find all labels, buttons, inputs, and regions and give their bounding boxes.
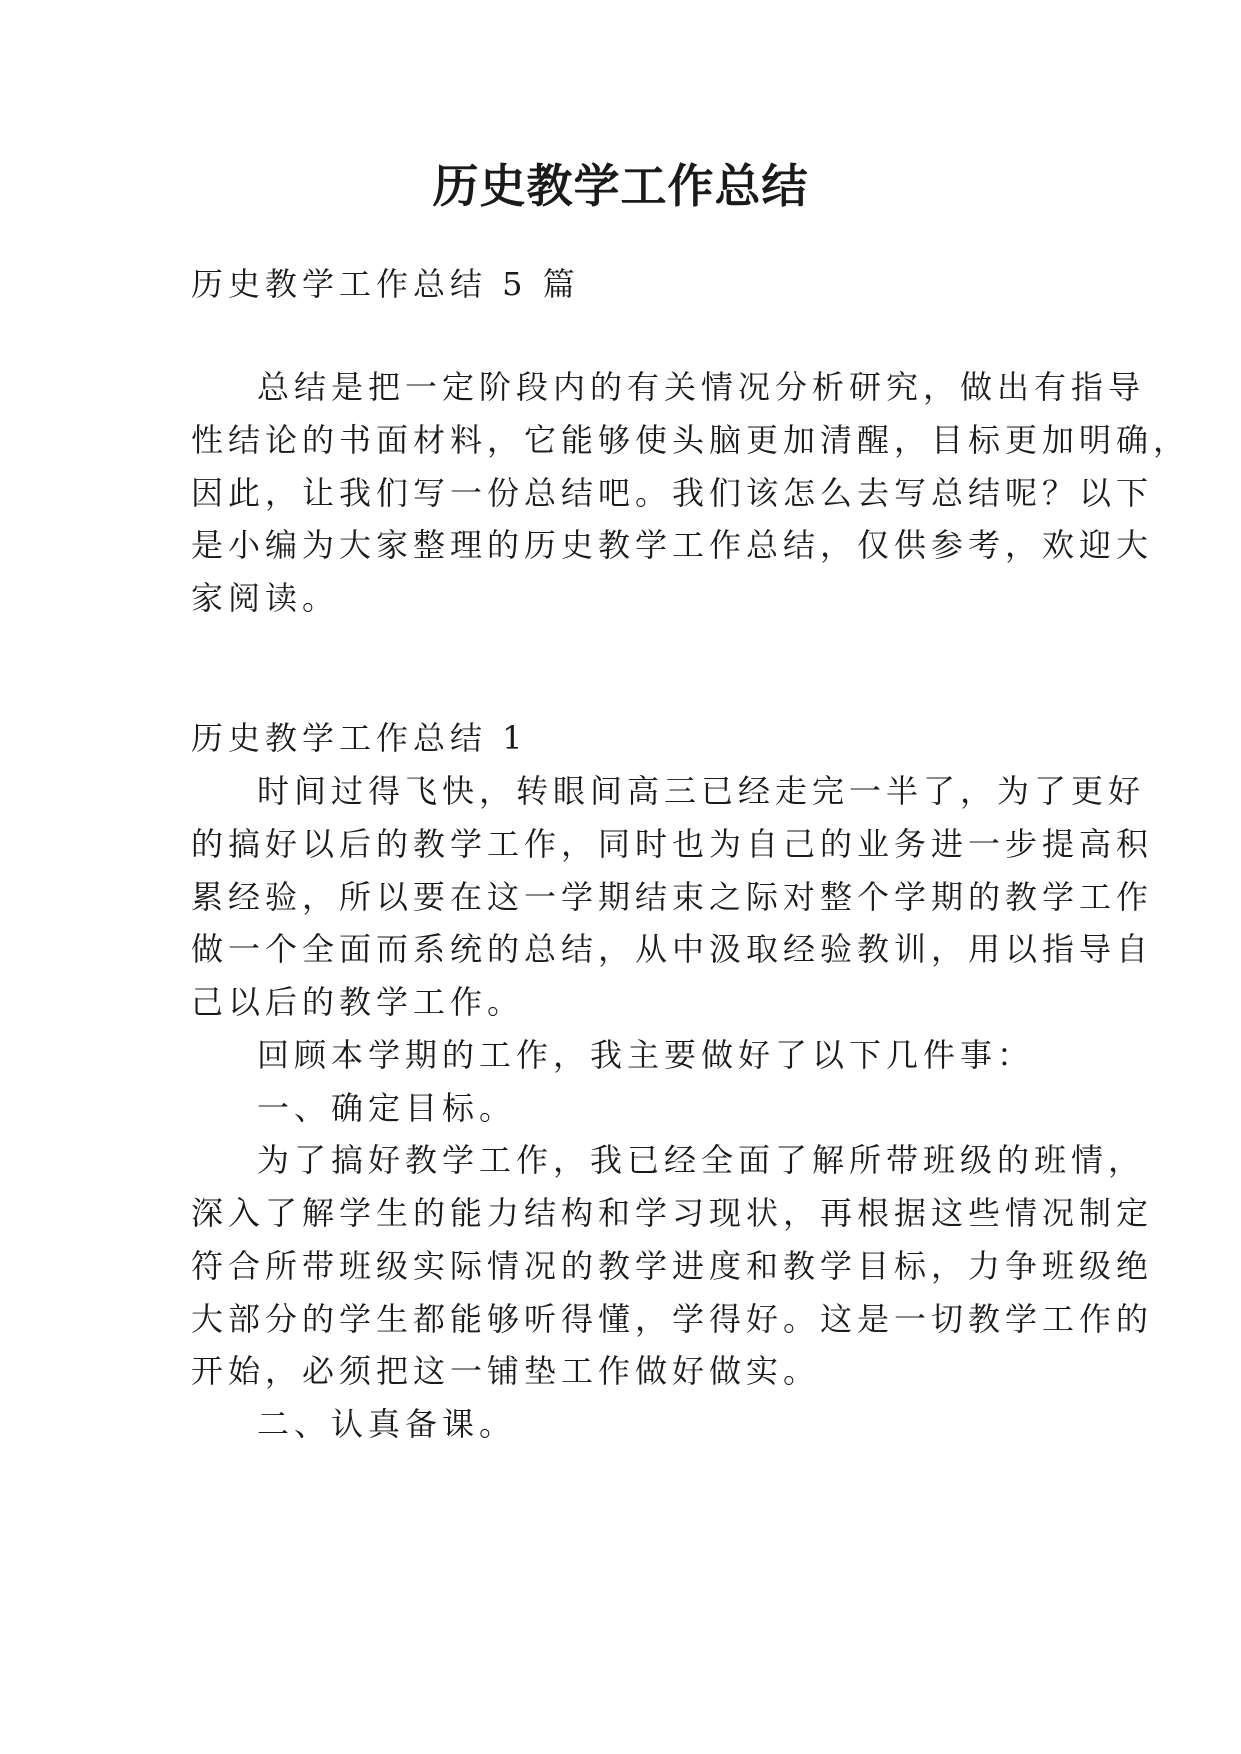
subtitle: 历史教学工作总结 5 篇 [191, 265, 580, 303]
section-heading: 历史教学工作总结 1 [191, 719, 528, 757]
paragraph-line: 开始，必须把这一铺垫工作做好做实。 [191, 1352, 821, 1390]
intro-line: 总结是把一定阶段内的有关情况分析研究，做出有指导 [257, 368, 1146, 406]
paragraph-line: 做一个全面而系统的总结，从中汲取经验教训，用以指导自 [191, 930, 1154, 968]
intro-line: 家阅读。 [191, 579, 340, 617]
paragraph-line: 深入了解学生的能力结构和学习现状，再根据这些情况制定 [191, 1194, 1154, 1232]
intro-line: 因此，让我们写一份总结吧。我们该怎么去写总结呢？以下 [191, 474, 1154, 512]
paragraph-line: 的搞好以后的教学工作，同时也为自己的业务进一步提高积 [191, 825, 1154, 863]
paragraph-line: 为了搞好教学工作，我已经全面了解所带班级的班情， [257, 1141, 1146, 1179]
document-title: 历史教学工作总结 [432, 159, 809, 213]
list-item-heading: 一、确定目标。 [257, 1089, 517, 1127]
paragraph-line: 大部分的学生都能够听得懂，学得好。这是一切教学工作的 [191, 1300, 1154, 1338]
intro-line: 是小编为大家整理的历史教学工作总结，仅供参考，欢迎大 [191, 526, 1154, 564]
intro-line: 性结论的书面材料，它能够使头脑更加清醒，目标更加明确， [191, 421, 1191, 459]
paragraph-line: 累经验，所以要在这一学期结束之际对整个学期的教学工作 [191, 878, 1154, 916]
paragraph-line: 时间过得飞快，转眼间高三已经走完一半了，为了更好 [257, 772, 1146, 810]
list-item-heading: 二、认真备课。 [257, 1405, 517, 1443]
paragraph-line: 符合所带班级实际情况的教学进度和教学目标，力争班级绝 [191, 1247, 1154, 1285]
paragraph-line: 回顾本学期的工作，我主要做好了以下几件事： [257, 1036, 1035, 1074]
paragraph-line: 己以后的教学工作。 [191, 983, 525, 1021]
